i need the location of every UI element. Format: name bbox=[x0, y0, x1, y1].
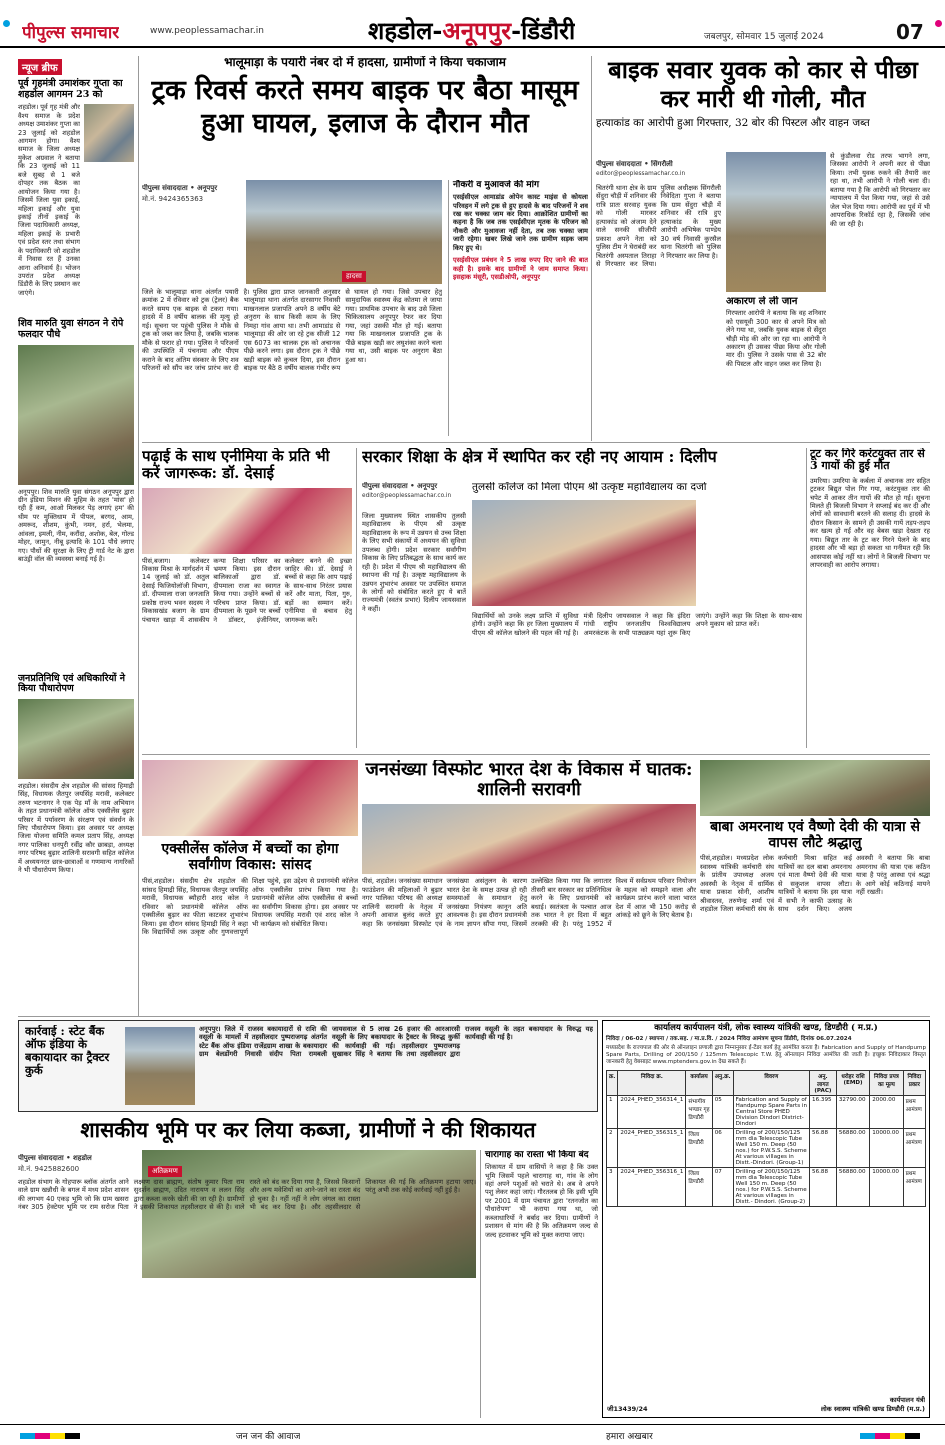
dilip-body: जिला मुख्यालय स्थित शासकीय तुलसी महाविद्यालय के पीएम श्री उत्कृष्ट महाविद्यालय के रूप में उन्नयन से उच्च शिक्षा के लिए सभी संकायों में अध्ययन की सुविधा उपलब्ध होगी। प्रदेश सरकार सर्वांगीण विकास के लिए प्रतिबद्धता के साथ कार्य कर रही है। प्रदेश में पीएम श्री महाविद्यालय की स्थापना की गई है। उत्कृष्ट महाविद्यालय के उन्नयन शुभारंभ अवसर पर उपस्थित समाज के लोगों को संबोधित करते हुए ये बातें राज्यमंत्री (स्वतंत्र प्रभार) दिलीप जायसवाल ने कहीं। bbox=[362, 512, 466, 613]
column-divider bbox=[806, 448, 807, 748]
tender-col: अनु.क्र. bbox=[712, 1071, 733, 1096]
anemia-headline: पढ़ाई के साथ एनीमिया के प्रति भी करें जागरूक: डॉ. देसाई bbox=[142, 448, 330, 482]
news-brief-label: न्यूज ब्रीफ bbox=[18, 59, 62, 75]
story-dilip bbox=[362, 448, 802, 752]
tender-col: विवरण bbox=[733, 1071, 809, 1096]
land-headline: शासकीय भूमि पर कर लिया कब्जा, ग्रामीणों ने की शिकायत bbox=[80, 1118, 536, 1142]
land-byline: पीपुल्स संवाददाता • शहडोल bbox=[18, 1154, 92, 1162]
story-electric bbox=[810, 448, 930, 748]
story-excellence bbox=[142, 760, 358, 1012]
truck-byline-block bbox=[142, 184, 242, 204]
website-link[interactable]: www.peoplessamachar.in bbox=[150, 26, 264, 36]
table-cell: प्रथम आमंत्रण bbox=[903, 1168, 925, 1207]
truck-sidebar-body2: एसईसीएल प्रबंधन ने 5 लाख रुपए दिए जाने की बात कही है। इसके बाद ग्रामीणों ने जाम समाप्त किया। इसहाक मंसूरी, एसडीओपी, अनूपपुर bbox=[453, 256, 588, 282]
electric-headline: टूट कर गिरे करंटयुक्त तार से 3 गायों की हुई मौत bbox=[810, 448, 925, 473]
bank-photo bbox=[125, 1027, 195, 1105]
truck-photo-caption: हादसा bbox=[342, 271, 366, 282]
table-cell: संभागीय भण्डार गृह डिण्डौरी bbox=[686, 1096, 712, 1129]
bike-subhead2: अकारण ले ली जान bbox=[726, 296, 798, 307]
truck-headline: ट्रक रिवर्स करते समय बाइक पर बैठा मासूम हुआ घायल, इलाज के दौरान मौत bbox=[151, 75, 579, 139]
masthead bbox=[0, 0, 945, 48]
truck-byline: पीपुल्स संवाददाता • अनूपपुर bbox=[142, 184, 218, 192]
truck-body: जिले के भालूमाड़ा थाना अंतर्गत पयारी क्रमांक 2 में रविवार को ट्रक (ट्रेलर) बैक करते समय एक बाइक से टकरा गया। हादसे में 8 वर्षीय बालक की मृत्यु हो गई। सूचना पर पहुंची पुलिस ने मौके से ट्रक को जब्त कर लिया है, जबकि चालक मौके से फरार हो गया। पुलिस ने परिजनों की उपस्थिति में पंचनामा और पीएम कराने के बाद अंतिम संस्कार के लिए शव परिजनों को सौंप कर जांच प्रारंभ कर दी है। पुलिस द्वारा प्राप्त जानकारी अनुसार भालूमाड़ा थाना अंतर्गत दारसागर निवासी माखनलाल प्रजापति अपने 8 वर्षीय बेटे अनुराग के साथ किसी काम के लिए निमहा गांव आया था। तभी आमाडांड से भालूमाड़ा की ओर जा रहे ट्रक सीजी 12 एस 6073 का चालक ट्रक को अचानक पीछे करने लगा। इस दौरान ट्रक ने पीछे खड़ी बाइक को कुचल दिया, इस दौरान बाइक पर बैठे 8 वर्षीय बालक गंभीर रूप से घायल हो गया। जिसे उपचार हेतु सामुदायिक स्वास्थ्य केंद्र कोतमा ले जाया गया। प्राथमिक उपचार के बाद उसे जिला चिकित्सालय अनूपपुर रेफर कर दिया गया, जहां उसकी मौत हो गई। बताया गया कि माखनलाल प्रजापति ट्रक के पीछे बाइक खड़ी कर लघुशंका करने चला गया था, उसी बाइक पर अनुराग बैठा हुआ था। bbox=[142, 288, 442, 372]
dilip-body2: विद्यार्थियों को उनके लक्ष्य प्राप्ति में सुविधा होगी। उन्होंने कहा कि हर जिला मुख्यालय में पीएम श्री कॉलेज खोलने की पहल की गई है। मंत्री दिलीप जायसवाल ने कहा कि इंदिरा गांधी राष्ट्रीय जनजातीय विश्वविद्यालय अमरकंटक के सभी पाठ्यक्रम यहां शुरू किए जाएंगे। उन्होंने कहा कि शिक्षा के साथ-साथ अपने मुकाम को प्राप्त करें। bbox=[472, 612, 802, 637]
dilip-headline: सरकार शिक्षा के क्षेत्र में स्थापित कर रही नए आयाम : दिलीप bbox=[362, 448, 717, 466]
table-cell: 10000.00 bbox=[870, 1168, 903, 1207]
logo: पीपुल्स समाचार bbox=[22, 23, 120, 43]
table-row bbox=[607, 1129, 926, 1168]
dilip-byline-block bbox=[362, 482, 462, 499]
footer-left: जन जन की आवाज bbox=[236, 1432, 301, 1442]
population-headline: जनसंख्या विस्फोट भारत देश के विकास में घातक: शालिनी सरावगी bbox=[365, 760, 693, 801]
story-bike bbox=[596, 56, 930, 438]
table-cell: 1 bbox=[607, 1096, 618, 1129]
news-brief-column bbox=[18, 56, 134, 1036]
brief-item2-body: अनूपपुर। शिव मारुति युवा संगठन अनूपपुर द्वारा ग्रीन इंडिया मिशन की मुहिम के तहत 'मांस' हो रही हैं कम, आओ मिलकर पेड़ लगाएं हम' की थीम पर मुक्तिधाम में पीपल, बरगद, आम, अमरूद, शीशम, कुंभी, नमन, हर्रा, भेलमा, आंवला, इमली, नीम, करौंदा, अशोक, बेल, गोल्ड मोहर, जामुन, नीबू इत्यादि के 101 पौधे लगाए गए। पौधों की सुरक्षा के लिए ट्री गार्ड नेट के द्वारा बाउंड्री वॉल की व्यवस्था बनाई गई है। bbox=[18, 487, 134, 563]
section-divider bbox=[142, 442, 930, 443]
column-divider bbox=[356, 448, 357, 748]
story-land bbox=[18, 1118, 598, 1418]
tender-col: अनु. लागत (PAC) bbox=[810, 1071, 837, 1096]
column-divider bbox=[138, 56, 139, 1016]
bike-body3: से कुंडौलवा रोड तरफ भागने लगा, जिसका आरोपी ने अपनी कार से पीछा किया। तभी युवक रुकने की तैयारी कर रहा था, तभी आरोपी ने गोली चला दी। बताया गया है कि आरोपी को गिरफ्तार कर न्यायालय में पेश किया गया, जहां से उसे जेल भेज दिया गया। आरोपी का पूर्व में भी आपराधिक रिकॉर्ड रहा है, जिसकी जांच की जा रही है। bbox=[830, 152, 930, 228]
tender-footer-left: जी13439/24 bbox=[607, 1405, 648, 1413]
tender-table bbox=[606, 1070, 926, 1207]
bike-headline: बाइक सवार युवक को कार से पीछा कर मारी थी गोली, मौत bbox=[608, 56, 918, 113]
story-bank bbox=[18, 1020, 598, 1112]
land-body: शहडोल संभाग के गोहपारू ब्लॉक अंतर्गत आने वाले ग्राम खन्नौधी के बगल में मध्य प्रदेश शासन की लगभग 40 एकड़ भूमि जो कि ग्राम खसरा नंबर 305 हेक्टेयर भूमि पर राम सरोज पिता लक्ष्मण दास ब्राह्मण, संतोष कुमार पिता राम सुदर्शन ब्राह्मण, उदित नारायण व ललन सिंह द्वारा कब्जा करके खेती की जा रही है। ग्रामीणों ने इसकी शिकायत तहसीलदार से की है। वाले रास्ते को बंद कर दिया गया है, जिससे किसानों और अन्य मवेशियों का आने-जाने का रास्ता बंद हो चुका है। नहीं नहीं ने लोग जंगल का रास्ता भी बंद कर दिया है। और तहसीलदार से शिकायत की गई कि अतिक्रमण हटाया जाए। परंतु अभी तक कोई कार्रवाई नहीं हुई है। bbox=[18, 1178, 476, 1212]
table-cell: प्रथम आमंत्रण bbox=[903, 1129, 925, 1168]
table-cell: 56880.00 bbox=[836, 1168, 869, 1207]
table-cell: 56880.00 bbox=[836, 1129, 869, 1168]
amarnath-headline: बाबा अमरनाथ एवं वैष्णो देवी की यात्रा से वापस लौटे श्रद्धालु bbox=[710, 819, 920, 851]
amarnath-body: पीसं,शहडोल। मध्यप्रदेश लोक स्वास्थ्य यांत्रिकी कर्मचारी संघ के प्रांतीय उपाध्यक्ष अजय अवस्थी के नेतृत्व में धार्मिक यात्रा प्रकाश सोनी, आशीष श्रीवास्तव, तरुणेन्द्र शर्मा एवं शहडोल जिला कर्मचारी संघ के कर्मचारी मिश्रा सहित कई यात्रियों का दल बाबा अमरनाथ एवं माता वैष्णो देवी की यात्रा से सकुशल वापस लौटा। यात्रियों ने बताया कि इस यात्रा में सभी ने काफी उत्साह के साथ दर्शन किए। अजय अवस्थी ने बताया कि बाबा अमरनाथ की यात्रा एक कठिन यात्रा है परंतु आस्था एवं श्रद्धा के आगे कोई कठिनाई मायने नहीं रखती। bbox=[700, 854, 930, 913]
bike-byline: पीपुल्स संवाददाता • सिंगरौली bbox=[596, 160, 673, 168]
land-photo-caption: अतिक्रमण bbox=[148, 1166, 182, 1177]
tender-footer-right bbox=[821, 1395, 925, 1413]
population-photo bbox=[362, 804, 696, 874]
excellence-headline: एक्सीलेंस कॉलेज में बच्चों का होगा सर्वांगीण विकास: सांसद bbox=[161, 841, 339, 873]
brief-item3-body: शहडोल। संसदीय क्षेत्र शहडोल की सांसद हिमाद्री सिंह, विधायक जैतपुर जयसिंह मरावी, कलेक्टर तरुण भटनागर ने एक पेड़ माँ के नाम अभियान के तहत प्रधानमंत्री कॉलेज ऑफ एक्सीलेंस बुढ़ार परिसर में पर्यावरण के संरक्षण एवं संवर्धन के लिए पौधारोपण किया। इस अवसर पर अध्यक्ष जिला योजना समिति कमल प्रताप सिंह, अध्यक्ष नगर पालिका धनपुरी रवींद्र कौर छाबड़ा, अध्यक्ष नगर परिषद बुढ़ार शालिनी सरावगी सहित कॉलेज में अध्ययनरत छात्र-छात्राओं व गणमान्य नागरिकों ने भी पौधारोपण किया। bbox=[18, 781, 134, 875]
table-cell: 2000.00 bbox=[870, 1096, 903, 1129]
brief-photo-plantation bbox=[18, 345, 134, 485]
story-population bbox=[362, 760, 696, 1012]
population-body: पीसं, शहडोल। जनसंख्या समाधान फाउंडेशन की महिलाओं ने बुढ़ार नगर पालिका परिषद की अध्यक्ष शालिनी सरावगी के नेतृत्व में अपनी आवाज बुलंद करते हुए कहा कि जनसंख्या विस्फोट एवं जनसंख्या असंतुलन के कारण भारत देश के समक्ष उत्पन्न हो रही समस्याओं के समाधान हेतु जनसंख्या नियंत्रण कानून अति आवश्यक है। इस दौरान प्रधानमंत्री के नाम ज्ञापन सौंपा गया, जिसमें उल्लेखित किया गया कि लगातार तीसरी बार सरकार का प्रतिनिधित्व करने के लिए प्रधानमंत्री को बधाई। स्वतंत्रता के पश्चात आज तक भारत ने हर दिशा में बहुत तरक्की की है। परंतु 1952 में विश्व में सर्वप्रथम परिवार नियोजन के महत्व को समझने वाला और कार्यक्रम प्रारंभ करने वाला भारत देश में आज भी 150 करोड़ से आंकड़े को छूने के लिए बेताब है। bbox=[362, 877, 696, 928]
truck-sidebar bbox=[448, 180, 588, 436]
table-cell: 3 bbox=[607, 1168, 618, 1207]
table-cell: 2 bbox=[607, 1129, 618, 1168]
story-amarnath bbox=[700, 760, 930, 1012]
bike-subhead2-block bbox=[726, 296, 826, 438]
table-cell: 2024_PHED_356315_1 bbox=[618, 1129, 686, 1168]
table-cell: 10000.00 bbox=[870, 1129, 903, 1168]
page-footer bbox=[0, 1424, 945, 1445]
land-sidebar-headline: चारागाह का रास्ता भी किया बंद bbox=[485, 1150, 589, 1160]
tender-col: निविदा प्रकार bbox=[903, 1071, 925, 1096]
table-cell: 56.88 bbox=[810, 1129, 837, 1168]
table-cell: 56.88 bbox=[810, 1168, 837, 1207]
bike-email: editor@peoplessamachar.co.in bbox=[596, 171, 686, 177]
land-sidebar-body: शिकायत में ग्राम वासियों ने कहा है कि उक्त भूमि जिसमें पहले चारागाह था, गांव के लोग वहां अपने पशुओं को चराते थे। अब वे अपने पशु लेकर कहां जाएं। गौरतलब हो कि इसी भूमि पर 2001 में ग्राम पंचायत द्वारा 'रतनजोत का पौधारोपण' भी कराया गया था, जो कब्जाधारियों ने बर्बाद कर दिया। ग्रामीणों ने प्रशासन से मांग की है कि अतिक्रमण जल्द से जल्द हटवाकर भूमि को मुक्त कराया जाए। bbox=[485, 1163, 598, 1239]
dateline: जबलपुर, सोमवार 15 जुलाई 2024 bbox=[704, 32, 824, 42]
tender-intro: मध्यप्रदेश के राज्यपाल की ओर से ऑनलाइन प्रणाली द्वारा निम्नानुसार ई-टेंडर कार्य हेतु आमंत्रित करता है। Fabrication and Supply of Handpump Spare Parts, Drilling of 200/150 / 125mm Telescopic T.W. हेतु ऑनलाइन निविदा आमंत्रित की जाती है। इच्छुक निविदाकार विस्तृत जानकारी हेतु वेबसाइट www.mptenders.gov.in देख सकते हैं। bbox=[606, 1044, 926, 1065]
brief-item1-body: शहडोल। पूर्व गृह मंत्री और वैश्य समाज के प्रदेश अध्यक्ष उमाशंकर गुप्ता का 23 जुलाई को शहडोल आगमन होगा। वैश्य समाज के जिला अध्यक्ष मुकेश अग्रवाल ने बताया कि 23 जुलाई को 11 बजे सुबह से 1 बजे दोपहर तक बैठक का आयोजन किया गया है। जिसमें जिला युवा इकाई, महिला इकाई और युवा इकाई तीनों इकाई के जिला पदाधिकारी अध्यक्ष, महिला इकाई के प्रभारी एवं प्रदेश स्तर तथा संभाग के पदाधिकारी जो शहडोल में निवास रत हैं उनका आना अनिवार्य है। भोजन उपरांत प्रदेश अध्यक्ष डिंडौरी के लिए प्रस्थान कर जाएंगे। bbox=[18, 103, 80, 297]
table-cell: 16.395 bbox=[810, 1096, 837, 1129]
color-bar bbox=[20, 1433, 80, 1439]
table-cell: 32790.00 bbox=[836, 1096, 869, 1129]
bike-body: चितरंगी थाना क्षेत्र के ग्राम सेंदुरा चौड़ी में शनिवार की रात्रि प्रातः सरवाह युवक को गोली मारकर हत्याकांड को अंजाम देने वाले सनकी सीजीपी प्रकाश अपने नेता को पुलिस टीम ने घेराबंदी कर चितरंगी अस्पताल तिराहा से गिरफ्तार कर लिया। पुलिस अधीक्षक सिंगरौली निवेदिता गुप्ता ने बताया कि ग्राम सेंदुरा चौड़ी में शनिवार की रात्रि हुए हत्याकांड के मुख्य आरोपी अभिषेक पाण्डेय 30 वर्ष निवासी कुरसैल थाना चितरंगी को पुलिस ने गिरफ्तार कर लिया है। bbox=[596, 184, 721, 268]
table-row bbox=[607, 1168, 926, 1207]
table-cell: जिला डिण्डौरी bbox=[686, 1168, 712, 1207]
anemia-photo bbox=[142, 488, 352, 554]
section-title-part1: शहडोल- bbox=[368, 16, 443, 45]
excellence-body: पीसं,शहडोल। संसदीय क्षेत्र शहडोल की सांसद हिमाद्री सिंह, विधायक जैतपुर जयसिंह मरावी, विधायक ब्यौहारी शरद कोल ने रविवार को प्रधानमंत्री कॉलेज ऑफ एक्सीलेंस बुढ़ार का फीता काटकर शुभारंभ किया। इस दौरान सांसद हिमाद्री सिंह ने कहा कि विद्यार्थियों तक उत्कृष्ट और गुणवत्तापूर्ण शिक्षा पहुंचे, इस उद्देश्य से प्रधानमंत्री कॉलेज ऑफ एक्सीलेंस प्रारंभ किया गया है। प्रधानमंत्री कॉलेज ऑफ एक्सीलेंस से बच्चों का सर्वांगीण विकास होगा। इस अवसर पर विधायक जयसिंह मरावी एवं शरद कोल ने भी कार्यक्रम को संबोधित किया। bbox=[142, 877, 358, 936]
truck-kicker: भालूमाड़ा के पयारी नंबर दो में हादसा, ग्रामीणों ने किया चकाजाम bbox=[224, 56, 506, 69]
brief-photo-officials bbox=[18, 699, 134, 779]
tender-col: कार्यालय bbox=[686, 1071, 712, 1096]
truck-sidebar-headline: नौकरी व मुआवजे की मांग bbox=[453, 180, 540, 190]
bike-body2: गिरफ्तार आरोपी ने बताया कि वह शनिवार को एसयूवी 300 कार से अपने मित्र को लेने गया था, जबकि युवक बाइक से सेंदुरा चौड़ी मोड़ की ओर जा रहा था। आरोपी ने अकारण ही उसका पीछा किया और गोली मार दी। पुलिस ने उसके पास से 32 बोर की पिस्टल और वाहन जब्त कर लिया है। bbox=[726, 309, 826, 368]
registration-mark bbox=[935, 20, 942, 27]
tender-table-header-row bbox=[607, 1071, 926, 1096]
tender-ref: निविदा / 06-02 / स्थापना / तक.सह. / मा.प्र.वि. / 2024 निविदा आमंत्रण सूचना डिंडौरी, दिनांक 06.07.2024 bbox=[606, 1035, 852, 1042]
tender-col: धरोहर राशि (EMD) bbox=[836, 1071, 869, 1096]
brief-item2-headline: शिव मारुति युवा संगठन ने रोपे फलदार पौधे bbox=[18, 318, 124, 340]
table-cell: प्रथम आमंत्रण bbox=[903, 1096, 925, 1129]
section-divider bbox=[142, 754, 930, 755]
page-number: 07 bbox=[896, 20, 924, 44]
table-cell: 2024_PHED_356316_1 bbox=[618, 1168, 686, 1207]
section-title-part2: अनूपपुर bbox=[442, 16, 512, 45]
brief-item1-headline: पूर्व गृहमंत्री उमाशंकर गुप्ता का शहडोल आगमन 23 को bbox=[18, 78, 123, 100]
bike-photo bbox=[726, 152, 826, 292]
table-cell: 2024_PHED_356314_1 bbox=[618, 1096, 686, 1129]
dilip-subhead: तुलसी कॉलेज को मिला पीएम श्री उत्कृष्ट महाविद्यालय का दर्जा bbox=[472, 482, 707, 493]
bike-byline-block bbox=[596, 160, 686, 177]
tender-signatory-title: कार्यपालन यंत्री bbox=[889, 1396, 925, 1404]
story-truck bbox=[142, 56, 588, 438]
electric-body: उमरिया। उमरिया के कर्बला में अचानक तार सहित ट्रटकर बिद्युत पोल गिर गया, करंटयुक्त तार की चपेट में आकर तीन गायों की मौत हो गई। सूचना मिलते ही बिजली विभाग ने सप्लाई बंद कर दी और लोगों को सावधानी बरतने की सलाह दी। हादसे के दौरान किसान के सामने ही उसकी गायें तड़प-तड़प कर खत्म हो गईं और वह बेबस खड़ा देखता रह गया। बिद्युत तार के ट्रट कर गिरने पेलने के बाद हादसा और भी बड़ा हो सकता था गनीमत रही कि आसपास कोई नहीं था। लोगों ने बिजली विभाग पर लापरवाही का आरोप लगाया। bbox=[810, 476, 930, 569]
table-cell: 06 bbox=[712, 1129, 733, 1168]
story-anemia bbox=[142, 448, 352, 748]
table-cell: Fabrication and Supply of Handpump Spare Parts in Central Store PHED Division Dindori District-Dindori bbox=[733, 1096, 809, 1129]
tender-col: क्र. bbox=[607, 1071, 618, 1096]
table-cell: 05 bbox=[712, 1096, 733, 1129]
section-title bbox=[368, 14, 575, 47]
table-cell: जिला डिण्डौरी bbox=[686, 1129, 712, 1168]
amarnath-photo bbox=[700, 760, 930, 816]
brief-item3-headline: जनप्रतिनिधि एवं अधिकारियों ने किया पौधारोपण bbox=[18, 672, 126, 695]
dilip-photo bbox=[472, 500, 696, 606]
land-mobile: मो.नं. 9425882600 bbox=[18, 1165, 80, 1173]
section-title-part3: -डिंडौरी bbox=[511, 16, 576, 45]
tender-notice bbox=[602, 1020, 930, 1418]
land-sidebar bbox=[480, 1150, 598, 1418]
color-bar bbox=[860, 1433, 920, 1439]
column-divider bbox=[591, 56, 592, 441]
bank-body: अनूपपुर। जिले में राजस्व बकायादारों से राशि की वसूली के मामलों में तहसीलदार पुष्पराजगढ़ अंतर्गत स्टेट बैंक ऑफ इंडिया राजेंद्रग्राम शाखा के बकायादार ग्राम बेलडोंगरी निवासी संदीप पिता रामबली जायसवाल से 5 लाख 26 हजार की आरआरसी वसूली के लिए बकायादार के ट्रैक्टर के विरुद्ध कुर्की की कार्यवाही की गई। तहसीलदार पुष्पराजगढ़ सुखाकर सिंह ने बताया कि तथा तहसीलदार द्वारा राजस्व वसूली के तहत बकायादार के विरुद्ध यह कार्यवाही की गई है। bbox=[199, 1025, 593, 1059]
land-byline-block bbox=[18, 1154, 138, 1174]
footer-right: हमारा अखबार bbox=[606, 1432, 653, 1442]
table-cell: 07 bbox=[712, 1168, 733, 1207]
registration-mark bbox=[3, 20, 10, 27]
table-row bbox=[607, 1096, 926, 1129]
table-cell: Drilling of 200/150/125 mm dia Telescopic Tube Well 150 m. Deep (50 nos.) for P.W.S.S. Scheme At various villages in Distt.- Dindori. (Group-2) bbox=[733, 1168, 809, 1207]
truck-mobile: मो.नं. 9424365363 bbox=[142, 195, 204, 203]
excellence-photo bbox=[142, 760, 358, 836]
bike-subhead: हत्याकांड का आरोपी हुआ गिरफ्तार, 32 बोर की पिस्टल और वाहन जब्त bbox=[596, 116, 870, 129]
tender-col: निविदा क्र. bbox=[618, 1071, 686, 1096]
dilip-byline: पीपुल्स संवाददाता • अनूपपुर bbox=[362, 482, 438, 490]
anemia-body: पीसं,बजाग। कलेक्टर विकास मिश्रा के मार्गदर्शन में 14 जुलाई को डॉ. अतुल देसाई फिजियोलॉजी विभाग, डॉ. दीपमाला राजा जनजाति प्रकोष्ठ राज्य भवन सदस्य ने विकासखंड बजाग के ग्राम पंचायत खाड़ा में शासकीय कन्या शिक्षा परिसर का भ्रमण किया। इस दौरान बालिकाओं द्वारा डॉ. दीपमाला राजा का स्वागत किया गया। उन्होंने बच्चों से परिचय प्राप्त किया। डॉ. दीपमाला के पूछने पर बच्चों ने डॉक्टर, इंजीनियर, कलेक्टर बनने की इच्छा जाहिर की। डॉ. देसाई ने बच्चों से कहा कि आप पढ़ाई के साथ-साथ निरंतर प्रयास करें और माता, पिता, गुरु, बड़ों का सम्मान करें। एनीमिया से बचाव हेतु जागरूक करें। bbox=[142, 556, 352, 624]
dilip-email: editor@peoplessamachar.co.in bbox=[362, 493, 452, 499]
tender-col: निविदा प्रपत्र का मूल्य bbox=[870, 1071, 903, 1096]
table-cell: Drilling of 200/150/125 mm dia Telescopic Tube Well 150 m. Deep (50 nos.) for P.W.S.S. Scheme At various villages in Distt.-Dindori. (Group-1) bbox=[733, 1129, 809, 1168]
tender-header: कार्यालय कार्यपालन यंत्री, लोक स्वास्थ्य यांत्रिकी खण्ड, डिण्डौरी ( म.प्र.) bbox=[654, 1023, 878, 1033]
tender-signatory-office: लोक स्वास्थ्य यांत्रिकी खण्ड डिण्डौरी (म.प्र.) bbox=[820, 1405, 925, 1413]
bank-headline: कार्रवाई : स्टेट बैंक ऑफ इंडिया के बकायादार का ट्रैक्टर कुर्क bbox=[25, 1025, 110, 1077]
truck-sidebar-body: एसईसीएल आमाडांड ओपेन कास्ट माइंस से कोयला परिवहन में लगे ट्रक से हुए हादसे के बाद परिजनों ने शव रख कर चक्का जाम कर दिया। आक्रोशित ग्रामीणों का कहना है कि जब तक एसईसीएल मृतक के परिजन को नौकरी और मुआवजा नहीं देता, तब तक चक्का जाम जारी रहेगा। खबर लिखे जाने तक ग्रामीण सड़क जाम किए हुए थे। bbox=[453, 193, 588, 252]
brief-photo-portrait bbox=[84, 104, 134, 162]
section-divider bbox=[18, 1016, 930, 1017]
